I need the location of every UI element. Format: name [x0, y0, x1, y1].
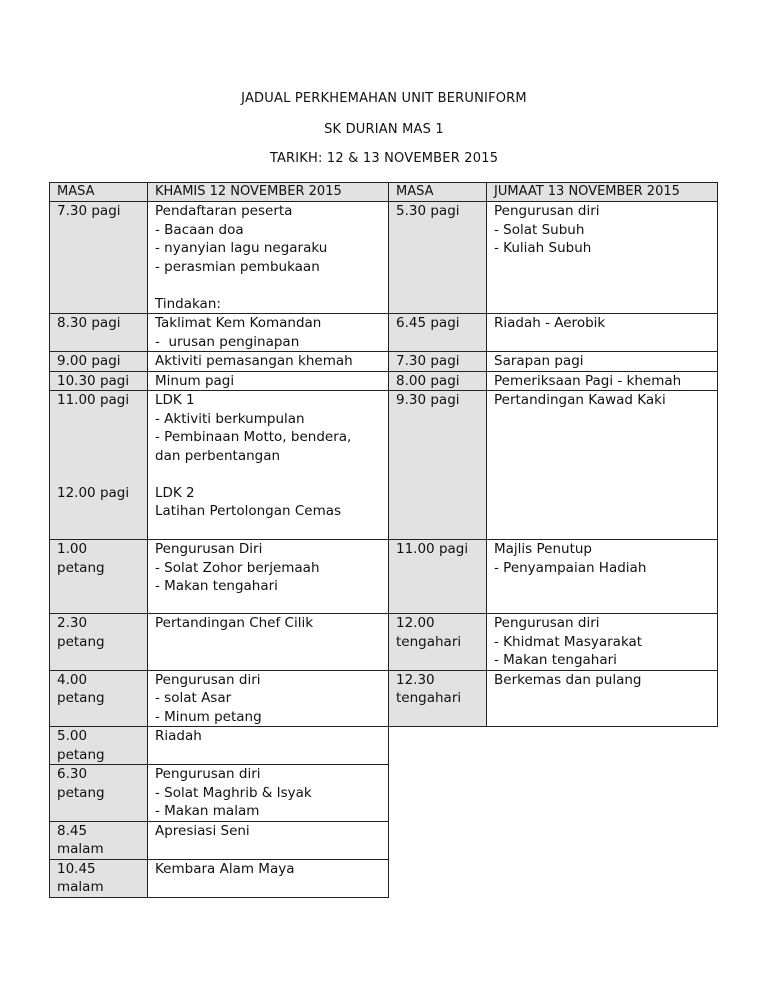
table-row [50, 540, 718, 614]
activity-line: - perasmian pembukaan [155, 258, 320, 275]
time-cell: 6.30 petang [50, 765, 148, 822]
header-friday: JUMAAT 13 NOVEMBER 2015 [487, 183, 718, 202]
schedule-table [49, 182, 718, 898]
activity-line: LDK 1 [155, 392, 195, 408]
activity-cell [148, 202, 389, 314]
activity-line: - Khidmat Masyarakat [494, 633, 643, 650]
time-cell: 11.00 pagi [389, 540, 487, 614]
time-cell: 9.30 pagi [389, 391, 487, 540]
activity-line: - Solat Subuh [494, 221, 585, 238]
header-time-friday: MASA [389, 183, 487, 202]
activity-line: - urusan penginapan [155, 333, 300, 350]
time-cell: 5.00 petang [50, 727, 148, 765]
activity-line: - Pembinaan Motto, bendera, [155, 429, 352, 445]
activity-cell [487, 614, 718, 671]
activity-line: - Makan malam [155, 803, 260, 819]
time-cell: 7.30 pagi [50, 202, 148, 314]
activity-line: Latihan Pertolongan Cemas [155, 503, 342, 519]
activity-line: Riadah [155, 728, 202, 744]
table-row [50, 727, 718, 765]
time-cell: 12.00 tengahari [389, 614, 487, 671]
time-cell: 9.00 pagi [50, 352, 148, 372]
activity-line: Pertandingan Chef Cilik [155, 615, 314, 631]
activity-cell [148, 391, 389, 540]
activity-cell [148, 540, 389, 614]
activity-line: Tindakan: [155, 295, 221, 312]
time-cell: 7.30 pagi [389, 352, 487, 372]
table-row [50, 371, 718, 391]
activity-line: Aktiviti pemasangan khemah [155, 353, 353, 369]
activity-line: Riadah - Aerobik [494, 315, 606, 331]
time-cell: 8.30 pagi [50, 314, 148, 352]
activity-cell [487, 371, 718, 391]
document-title: JADUAL PERKHEMAHAN UNIT BERUNIFORM [241, 91, 527, 106]
activity-line: - Aktiviti berkumpulan [155, 410, 305, 427]
activity-cell [487, 202, 718, 314]
activity-cell [487, 391, 718, 540]
time-cell: 10.45 malam [50, 859, 148, 897]
activity-line: LDK 2 [155, 484, 195, 501]
activity-line: dan perbentangan [155, 447, 281, 464]
activity-cell [148, 821, 389, 859]
activity-line: - Penyampaian Hadiah [494, 559, 647, 576]
activity-line: - Bacaan doa [155, 221, 244, 238]
table-row [50, 202, 718, 314]
activity-line: Taklimat Kem Komandan [155, 315, 322, 331]
time-cell: 6.45 pagi [389, 314, 487, 352]
table-row [50, 391, 718, 540]
activity-cell [148, 614, 389, 671]
activity-line: Pengurusan diri [494, 615, 600, 631]
activity-line: Minum pagi [155, 372, 235, 389]
activity-cell [148, 371, 389, 391]
time-cell: 5.30 pagi [389, 202, 487, 314]
activity-line: Majlis Penutup [494, 541, 592, 557]
activity-line: - Makan tengahari [494, 652, 617, 668]
activity-line: Apresiasi Seni [155, 822, 250, 839]
activity-line: - Makan tengahari [155, 578, 278, 594]
activity-line: Pengurusan Diri [155, 541, 263, 557]
activity-line: Pendaftaran peserta [155, 203, 293, 219]
activity-cell [148, 859, 389, 897]
table-row [50, 859, 718, 897]
table-row [50, 821, 718, 859]
activity-cell [487, 540, 718, 614]
activity-line: - Solat Maghrib & Isyak [155, 784, 312, 801]
time-cell: 11.00 pagi 12.00 pagi [50, 391, 148, 540]
activity-cell [148, 765, 389, 822]
activity-line: - Minum petang [155, 708, 262, 725]
header-time-thursday: MASA [50, 183, 148, 202]
time-cell: 1.00 petang [50, 540, 148, 614]
header-thursday: KHAMIS 12 NOVEMBER 2015 [148, 183, 389, 202]
time-cell: 4.00 petang [50, 670, 148, 727]
activity-cell [148, 727, 389, 765]
activity-line: - Kuliah Subuh [494, 240, 592, 256]
activity-line: Pertandingan Kawad Kaki [494, 392, 666, 408]
table-header-row [50, 183, 718, 202]
activity-line: Pengurusan diri [155, 671, 261, 688]
activity-cell [487, 670, 718, 727]
time-cell: 8.00 pagi [389, 371, 487, 391]
activity-line: Pengurusan diri [494, 203, 600, 219]
activity-cell [487, 314, 718, 352]
activity-line: - nyanyian lagu negaraku [155, 240, 328, 256]
time-cell: 8.45 malam [50, 821, 148, 859]
activity-line: Pemeriksaan Pagi - khemah [494, 372, 682, 389]
table-row [50, 670, 718, 727]
activity-line: Pengurusan diri [155, 766, 261, 782]
time-cell: 2.30 petang [50, 614, 148, 671]
event-date: TARIKH: 12 & 13 NOVEMBER 2015 [269, 151, 499, 166]
activity-line: Sarapan pagi [494, 353, 584, 369]
time-cell: 12.30 tengahari [389, 670, 487, 727]
table-row [50, 765, 718, 822]
table-row [50, 352, 718, 372]
activity-cell [148, 670, 389, 727]
activity-cell [148, 314, 389, 352]
activity-line: - Solat Zohor berjemaah [155, 559, 320, 576]
activity-cell [487, 352, 718, 372]
activity-line: - solat Asar [155, 690, 232, 706]
table-row [50, 614, 718, 671]
activity-line: Berkemas dan pulang [494, 671, 642, 688]
school-name: SK DURIAN MAS 1 [324, 122, 444, 137]
time-cell: 10.30 pagi [50, 371, 148, 391]
activity-cell [148, 352, 389, 372]
table-row [50, 314, 718, 352]
activity-line: Kembara Alam Maya [155, 860, 295, 877]
